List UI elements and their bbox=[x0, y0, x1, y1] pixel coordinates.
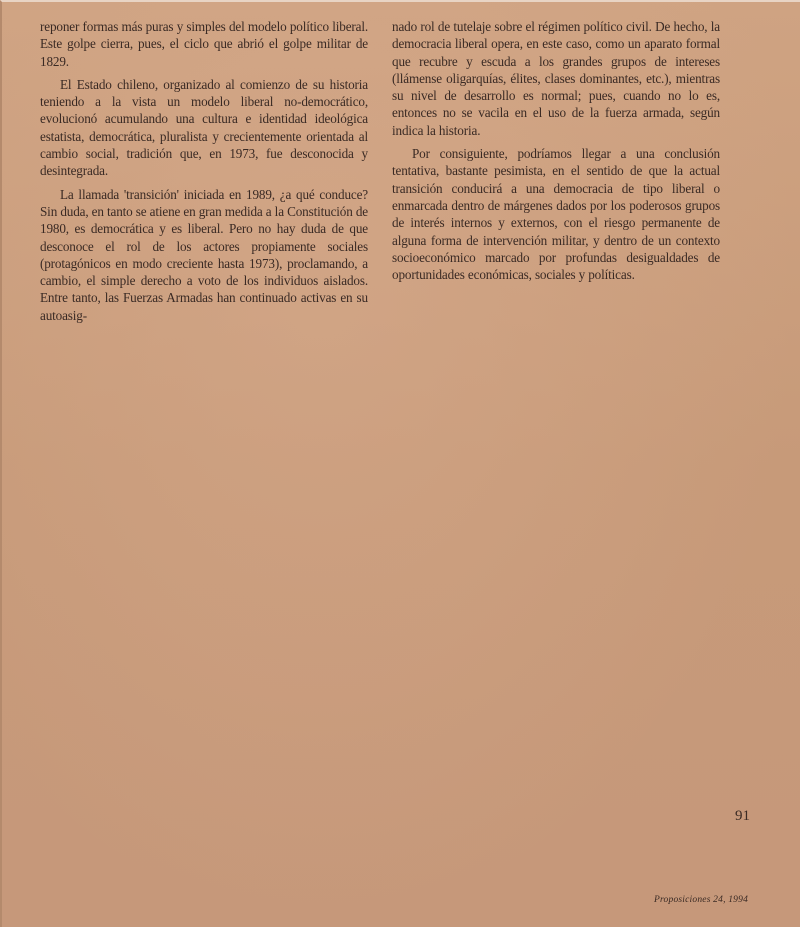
paragraph: reponer formas más puras y simples del modelo político liberal. Este golpe cierra, pues, el ciclo que abrió el golpe militar de 1829. bbox=[40, 19, 368, 69]
paragraph: La llamada 'transición' iniciada en 1989, ¿a qué conduce? Sin duda, en tanto se atiene en gran medida a la Constitución de 1980, es democrática y es liberal. Pero no hay duda de que desconoce el rol de los actores propiamente sociales (protagónicos en modo creciente hasta 1973), proclamando, a cambio, el simple derecho a voto de los individuos aislados. Entre tanto, las Fuerzas Armadas han continuado activas en su autoasig- bbox=[40, 186, 368, 323]
paragraph: nado rol de tutelaje sobre el régimen político civil. De hecho, la democracia liberal opera, en este caso, como un aparato formal que recubre y escuda a los grandes grupos de intereses (llámense oligarquías, élites, clases dominantes, etc.), mientras su nivel de desarrollo es normal; pues, cuando no lo es, entonces no se vacila en el uso de la fuerza armada, según indica la historia. bbox=[392, 19, 720, 138]
right-text-column bbox=[392, 18, 720, 289]
page-number: 91 bbox=[735, 808, 750, 824]
left-text-column bbox=[40, 18, 368, 330]
footer-citation: Proposiciones 24, 1994 bbox=[654, 895, 749, 905]
paragraph: El Estado chileno, organizado al comienzo de su historia teniendo a la vista un modelo liberal no-democrático, evolucionó acumulando una cultura e identidad ideológica estatista, democrática, pluralista y crecientemente orientada al cambio social, tradición que, en 1973, fue desconocida y desintegrada. bbox=[40, 76, 368, 179]
paragraph: Por consiguiente, podríamos llegar a una conclusión tentativa, bastante pesimista, en el sentido de que la actual transición conducirá a una democracia de tipo liberal o enmarcada dentro de márgenes dados por los poderosos grupos de interés internos y externos, con el riesgo permanente de alguna forma de intervención militar, y dentro de un contexto socioeconómico marcado por profundas desigualdades de oportunidades económicas, sociales y políticas. bbox=[392, 146, 720, 283]
